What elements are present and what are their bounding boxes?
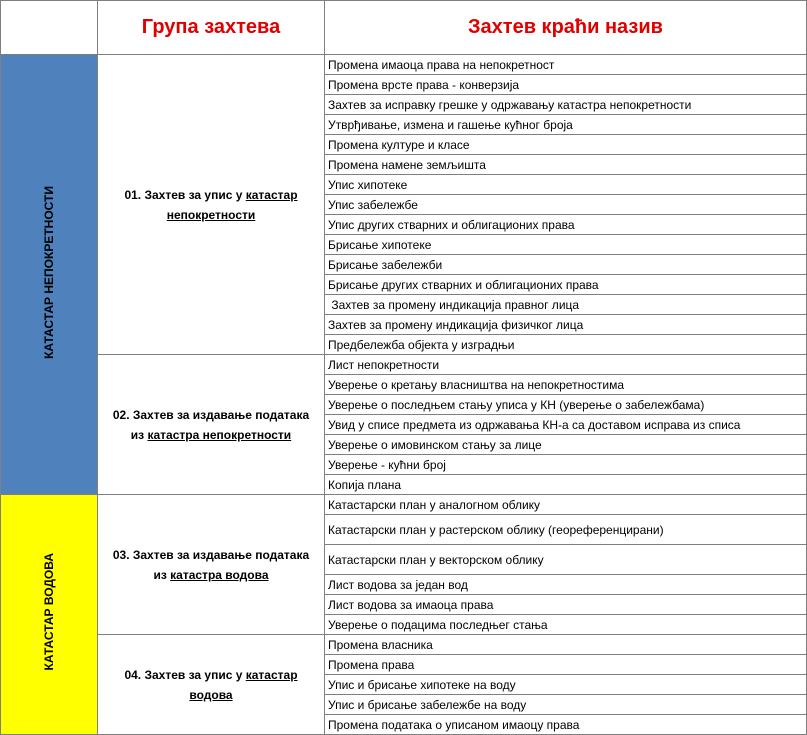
group-title-plain: 01. Захтев за упис у xyxy=(124,187,246,202)
request-item: Лист непокретности xyxy=(325,355,807,375)
group-title-underlined: водова xyxy=(189,687,233,702)
group-01-cell xyxy=(98,55,325,355)
header-row xyxy=(1,1,807,55)
request-item: Промена података о уписаном имаоцу права xyxy=(325,715,807,735)
request-item: Копија плана xyxy=(325,475,807,495)
request-item: Захтев за промену индикација физичког лица xyxy=(325,315,807,335)
header-group-column: Група захтева xyxy=(98,1,325,55)
group-title-plain: из xyxy=(153,567,171,582)
request-item: Уверење о кретању власништва на непокретностима xyxy=(325,375,807,395)
request-item: Промена врсте права - конверзија xyxy=(325,75,807,95)
table-row xyxy=(1,495,807,515)
group-title-underlined: непокретности xyxy=(166,207,256,222)
request-item: Брисање других стварних и облигационих права xyxy=(325,275,807,295)
request-item: Упис хипотеке xyxy=(325,175,807,195)
request-item: Лист водова за један вод xyxy=(325,575,807,595)
table-row xyxy=(1,355,807,375)
request-item: Уверење - кућни број xyxy=(325,455,807,475)
request-item: Захтев за промену индикација правног лица xyxy=(325,295,807,315)
request-item: Лист водова за имаоца права xyxy=(325,595,807,615)
group-title-line1: 03. Захтев за издавање података xyxy=(112,547,310,562)
header-blank-cell xyxy=(1,1,98,55)
group-title-underlined: катастар xyxy=(245,187,298,202)
request-item: Упис других стварних и облигационих права xyxy=(325,215,807,235)
request-item: Уверење о имовинском стању за лице xyxy=(325,435,807,455)
request-item: Упис и брисање забележбе на воду xyxy=(325,695,807,715)
request-item: Промена власника xyxy=(325,635,807,655)
group-title-plain: из xyxy=(130,427,148,442)
request-item: Брисање хипотеке xyxy=(325,235,807,255)
table-row xyxy=(1,55,807,75)
request-item: Промена права xyxy=(325,655,807,675)
group-title-underlined: катастра непокретности xyxy=(147,427,292,442)
group-02-cell xyxy=(98,355,325,495)
request-item: Брисање забележби xyxy=(325,255,807,275)
group-03-cell xyxy=(98,495,325,635)
request-item: Уверење о последњем стању уписа у КН (уверење о забележбама) xyxy=(325,395,807,415)
request-item: Захтев за исправку грешке у одржавању катастра непокретности xyxy=(325,95,807,115)
request-item: Увид у списе предмета из одржавања КН-а са доставом исправа из списа xyxy=(325,415,807,435)
request-item: Катастарски план у растерском облику (геореференцирани) xyxy=(325,515,807,545)
table-row xyxy=(1,635,807,655)
header-name-column: Захтев краћи назив xyxy=(325,1,807,55)
request-item: Промена имаоца права на непокретност xyxy=(325,55,807,75)
group-title-underlined: катастар xyxy=(245,667,298,682)
group-title-underlined: катастра водова xyxy=(170,567,269,582)
request-item: Упис и брисање хипотеке на воду xyxy=(325,675,807,695)
request-item: Уверење о подацима последњег стања xyxy=(325,615,807,635)
section-label-cadastre-real-estate: КАТАСТАР НЕПОКРЕТНОСТИ xyxy=(1,55,98,495)
request-item: Катастарски план у векторском облику xyxy=(325,545,807,575)
group-04-cell xyxy=(98,635,325,735)
request-item: Утврђивање, измена и гашење кућног броја xyxy=(325,115,807,135)
request-item: Промена намене земљишта xyxy=(325,155,807,175)
request-item: Катастарски план у аналогном облику xyxy=(325,495,807,515)
section-label-cadastre-utilities: КАТАСТАР ВОДОВА xyxy=(1,495,98,735)
group-title-plain: 04. Захтев за упис у xyxy=(124,667,246,682)
request-item: Упис забележбе xyxy=(325,195,807,215)
group-title-line1: 02. Захтев за издавање података xyxy=(112,407,310,422)
request-item: Предбележба објекта у изградњи xyxy=(325,335,807,355)
request-item: Промена културе и класе xyxy=(325,135,807,155)
